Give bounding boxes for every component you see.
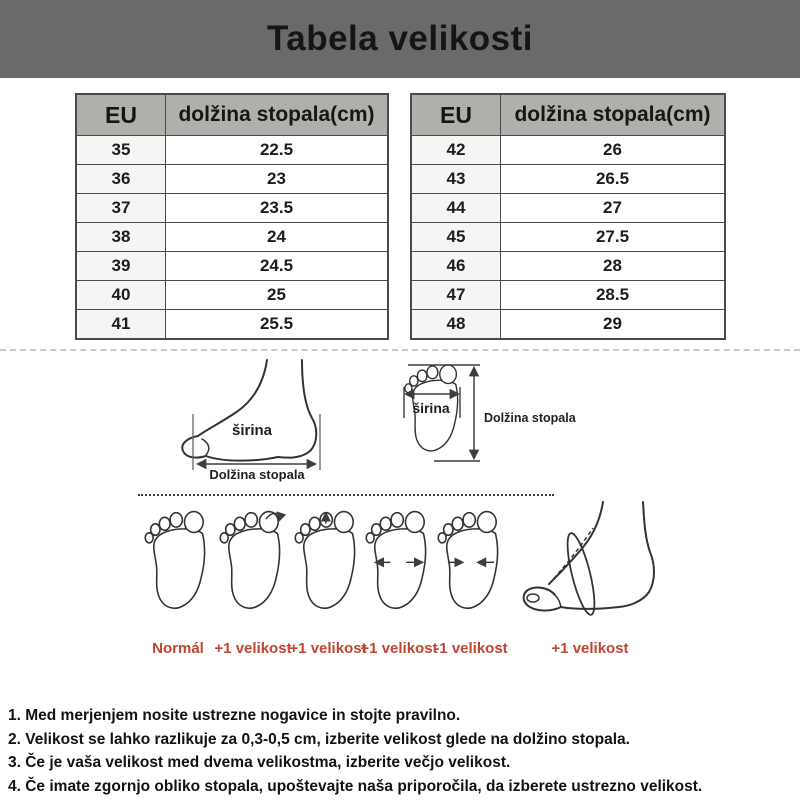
page-title: Tabela velikosti (266, 19, 534, 58)
foot-type-label: Normál (152, 640, 204, 657)
table-row (411, 136, 725, 165)
table-row (76, 165, 388, 194)
foot-type-narrow-icon (435, 497, 507, 632)
table-row (76, 136, 388, 165)
eu-size-cell: 46 (411, 252, 501, 281)
table-header-row (76, 94, 388, 136)
eu-size-cell: 37 (76, 194, 166, 223)
column-header-eu: EU (76, 94, 166, 136)
foot-length-cell: 27 (501, 194, 726, 223)
table-row (76, 223, 388, 252)
foot-width-label: širina (412, 400, 450, 416)
table-row (411, 194, 725, 223)
foot-type-long-second-toe-icon (292, 497, 364, 632)
foot-type-label: +1 velikost (360, 640, 438, 657)
header-banner (0, 0, 800, 78)
foot-type-label: -1 velikost (434, 640, 508, 657)
table-row (411, 252, 725, 281)
foot-length-cell: 23.5 (166, 194, 389, 223)
eu-size-cell: 45 (411, 223, 501, 252)
eu-size-cell: 36 (76, 165, 166, 194)
table-row (411, 223, 725, 252)
foot-length-cell: 23 (166, 165, 389, 194)
foot-type-long-big-toe-icon (217, 497, 289, 632)
foot-length-cell: 27.5 (501, 223, 726, 252)
foot-type-label: +1 velikost (551, 640, 629, 657)
eu-size-cell: 43 (411, 165, 501, 194)
foot-type-wide-icon (363, 497, 435, 632)
foot-length-label: Dolžina stopala (484, 411, 576, 425)
table-header-row (411, 94, 725, 136)
foot-length-cell: 25 (166, 281, 389, 310)
table-row (76, 194, 388, 223)
eu-size-cell: 35 (76, 136, 166, 165)
foot-side-measure-diagram (152, 356, 332, 481)
column-header-foot-length: dolžina stopala(cm) (166, 94, 389, 136)
foot-length-cell: 26 (501, 136, 726, 165)
table-row (411, 281, 725, 310)
foot-type-label: +1 velikost (214, 640, 292, 657)
eu-size-cell: 41 (76, 310, 166, 340)
eu-size-cell: 38 (76, 223, 166, 252)
column-header-foot-length: dolžina stopala(cm) (501, 94, 726, 136)
eu-size-cell: 42 (411, 136, 501, 165)
foot-type-high-instep-icon (515, 500, 665, 630)
instruction-item: 1. Med merjenjem nosite ustrezne nogavice in stojte pravilno. (8, 707, 461, 724)
table-row (411, 310, 725, 340)
eu-size-cell: 48 (411, 310, 501, 340)
size-table-eu-35-41 (75, 93, 389, 340)
eu-size-cell: 47 (411, 281, 501, 310)
foot-type-label: +1 velikost (289, 640, 367, 657)
foot-length-cell: 29 (501, 310, 726, 340)
table-row (411, 165, 725, 194)
foot-length-cell: 24 (166, 223, 389, 252)
instruction-item: 3. Če je vaša velikost med dvema velikostma, izberite večjo velikost. (8, 754, 511, 771)
instructions-list (8, 704, 794, 798)
footprint-measure-diagram (396, 354, 581, 484)
section-divider (0, 349, 800, 351)
size-table-eu-42-48 (410, 93, 726, 340)
table-row (76, 252, 388, 281)
column-header-eu: EU (411, 94, 501, 136)
foot-length-cell: 22.5 (166, 136, 389, 165)
foot-length-label: Dolžina stopala (209, 467, 305, 482)
foot-length-cell: 28.5 (501, 281, 726, 310)
eu-size-cell: 39 (76, 252, 166, 281)
foot-width-label: širina (231, 422, 273, 439)
eu-size-cell: 44 (411, 194, 501, 223)
toe-alignment-dotted-line (138, 494, 554, 496)
table-row (76, 310, 388, 340)
table-row (76, 281, 388, 310)
foot-length-cell: 25.5 (166, 310, 389, 340)
foot-length-cell: 28 (501, 252, 726, 281)
foot-length-cell: 24.5 (166, 252, 389, 281)
instruction-item: 2. Velikost se lahko razlikuje za 0,3-0,5 cm, izberite velikost glede na dolžino stopala. (8, 730, 630, 748)
foot-length-cell: 26.5 (501, 165, 726, 194)
eu-size-cell: 40 (76, 281, 166, 310)
instruction-item: 4. Če imate zgornjo obliko stopala, upoštevajte naša priporočila, da izberete ustrezno velikost. (8, 777, 703, 795)
foot-type-normal-icon (142, 497, 214, 632)
